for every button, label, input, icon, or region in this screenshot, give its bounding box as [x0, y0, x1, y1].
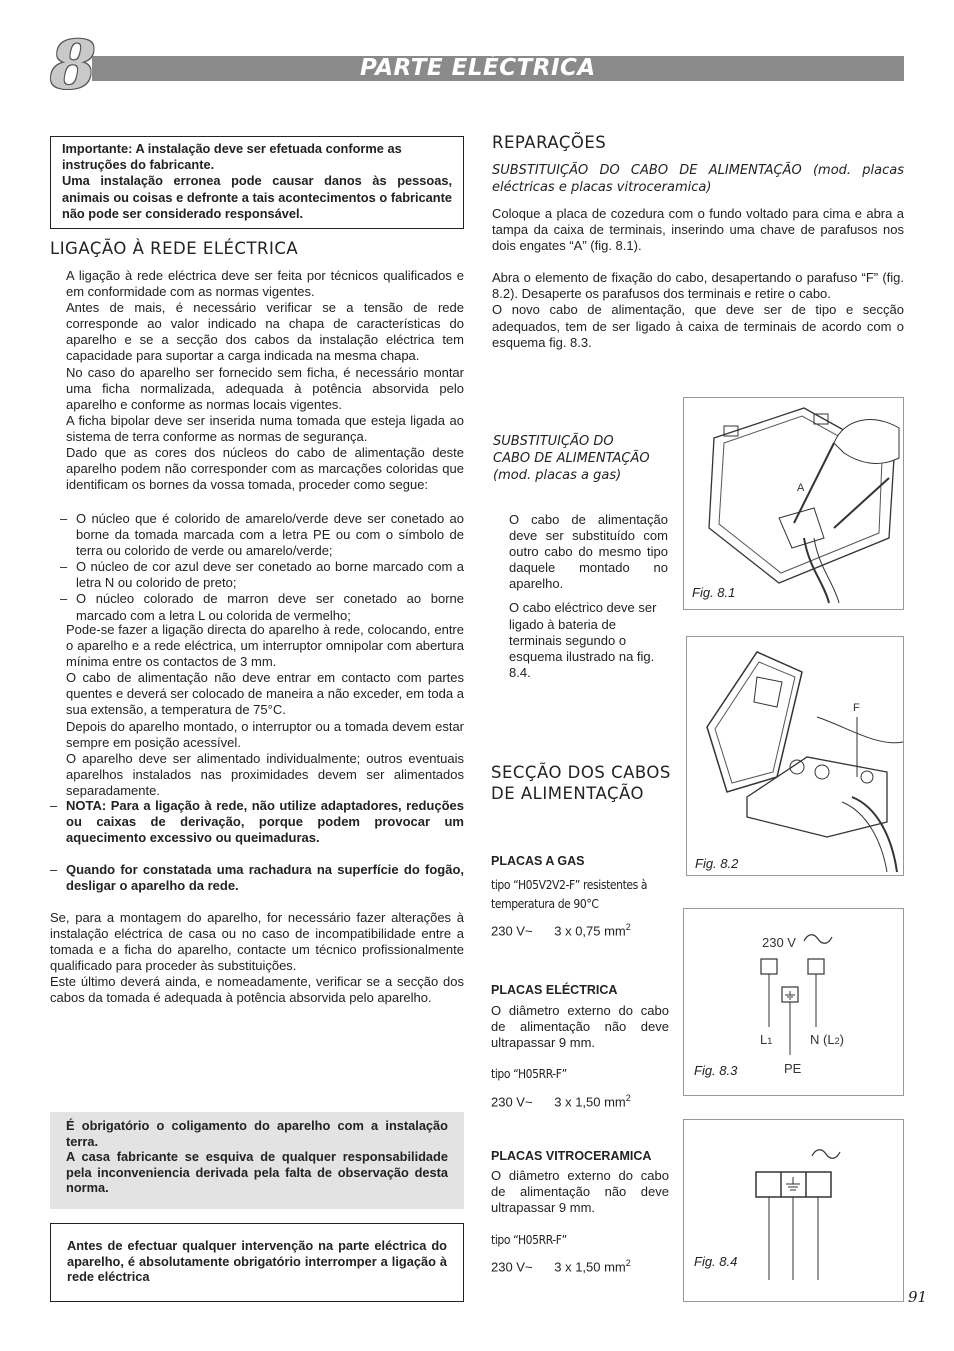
list-item: – O núcleo que é colorido de amarelo/verde deve ser conetado ao borne da tomada marcada com a letra PE ou com o símbolo de terra ou colorido de verde ou amarelo/verde; [60, 511, 464, 559]
color-list [60, 511, 464, 624]
earth-warning-line-1: É obrigatório o coligamento do aparelho com a instalação terra. [66, 1118, 448, 1149]
figure-8-1 [683, 397, 904, 610]
reparacoes-p5: O cabo eléctrico deve ser ligado à bateria de terminais segundo o esquema ilustrado na fig. 8.4. [509, 600, 657, 680]
ligacao-p5: Dado que as cores dos núcleos do cabo de alimentação deste aparelho podem não corresponder com as marcações coloridas que identificam os bornes da vossa tomada, proceder como segue: [66, 445, 464, 493]
figure-8-4-drawing [684, 1120, 903, 1301]
reparacoes-p4: O cabo de alimentação deve ser substituído com outro cabo do mesmo tipo daquele montado no aparelho. [509, 512, 668, 592]
figure-8-3-n: N (L2) [810, 1032, 844, 1047]
reparacoes-body [492, 206, 904, 351]
placas-vitro-tipo: tipo “H05RR-F” [491, 1233, 567, 1247]
figure-8-3-pe: PE [784, 1061, 802, 1076]
placas-vitro-text: O diâmetro externo do cabo de alimentação não deve ultrapassar 9 mm. [491, 1168, 669, 1216]
warning-line-2: Uma instalação erronea pode causar danos às pessoas, animais ou coisas e defronte a tais acontecimentos o fabricante não pode ser considerado responsável. [62, 173, 452, 221]
figure-8-2-drawing [687, 637, 903, 875]
chapter-number: 8 [50, 26, 96, 104]
ligacao-p1: A ligação à rede eléctrica deve ser feita por técnicos qualificados e em conformidade com as normas vigentes. [66, 268, 464, 300]
page-number: 91 [908, 1288, 928, 1306]
reparacoes-p1: Coloque a placa de cozedura com o fundo voltado para cima e abra a tampa da caixa de terminais, inserindo uma chave de parafusos nos dois engates “A” (fig. 8.1). [492, 206, 904, 254]
ligacao-p4: A ficha bipolar deve ser inserida numa tomada que esteja ligada ao sistema de terra conforme as normas de segurança. [66, 412, 464, 444]
list-item: – O núcleo colorado de marron deve ser conetado ao borne marcado com a letra L ou colorida de vermelho; [60, 591, 464, 623]
figure-8-1-caption: Fig. 8.1 [692, 585, 736, 600]
disconnect-warning-box [50, 1223, 464, 1302]
placas-gas-tipo: tipo “H05V2V2-F” resistentes à temperatura de 90°C [491, 878, 648, 911]
warning-box [50, 136, 464, 229]
placas-eletrica-tipo: tipo “H05RR-F” [491, 1067, 567, 1081]
figure-8-1-label-a: A [797, 482, 805, 494]
placas-eletrica-title: PLACAS ELÉCTRICA [491, 983, 618, 997]
warning-line-1: Importante: A instalação deve ser efetuada conforme as instruções do fabricante. [62, 141, 402, 173]
figure-8-3 [683, 908, 904, 1096]
placas-eletrica-value: 230 V~ 3 x 1,50 $mm^2$ [491, 1093, 631, 1110]
nota-item: – NOTA: Para a ligação à rede, não utilize adaptadores, reduções ou caixas de derivação, porque podem provocar um aquecimento excessivo ou queimaduras. [50, 798, 464, 846]
figure-8-1-drawing [684, 398, 903, 609]
rachadura-list [50, 862, 464, 894]
placas-vitro-value: 230 V~ 3 x 1,50 $mm^2$ [491, 1258, 631, 1275]
subheading-cabo-eletrica: SUBSTITUIÇÃO DO CABO DE ALIMENTAÇÃO (mod. placas eléctricas e placas vitroceramica) [492, 163, 904, 195]
figure-8-3-caption: Fig. 8.3 [694, 1063, 738, 1078]
section-heading-seccao: SECÇÃO DOS CABOS DE ALIMENTAÇÃO [491, 763, 671, 803]
subheading-cabo-gas: SUBSTITUIÇÃO DO CABO DE ALIMENTAÇÃO (mod. placas a gas) [493, 434, 650, 483]
ligacao-p2: Antes de mais, é necessário verificar se a tensão de rede corresponde ao valor indicado na chapa de características do aparelho e se a secção dos cabos da instalação eléctrica tem capacidade para suportar a carga indicada na mesma chapa. [66, 300, 464, 364]
ligacao-body [66, 268, 464, 493]
section-heading-reparacoes: REPARAÇÕES [492, 133, 607, 152]
ligacao-body-3 [50, 910, 464, 1007]
earth-warning-box [50, 1112, 464, 1209]
reparacoes-p2: Abra o elemento de fixação do cabo, desapertando o parafuso “F” (fig. 8.2). Desaperte os parafusos dos terminais e retire o cabo. [492, 270, 904, 302]
placas-gas-value: 230 V~ 3 x 0,75 $mm^2$ [491, 922, 631, 939]
ligacao-p8: Depois do aparelho montado, o interruptor ou a tomada devem estar sempre em posição acessível. [66, 718, 464, 750]
placas-vitro-title: PLACAS VITROCERAMICA [491, 1149, 652, 1163]
figure-8-2-caption: Fig. 8.2 [695, 856, 739, 871]
ligacao-p7: O cabo de alimentação não deve entrar em contacto com partes quentes e deverá ser colocado de maneira a não exceder, em toda a sua extensão, a temperatura de 75°C. [66, 670, 464, 718]
ligacao-body-2 [66, 622, 464, 799]
figure-8-4 [683, 1119, 904, 1302]
rachadura-item: – Quando for constatada uma rachadura na superfície do fogão, desligar o aparelho da rede. [50, 862, 464, 894]
reparacoes-p3: O novo cabo de alimentação, que deve ser de tipo e secção adequados, tem de ser ligado à caixa de terminais de acordo com o esquema fig. 8.3. [492, 302, 904, 350]
nota-list [50, 798, 464, 846]
placas-gas-title: PLACAS A GAS [491, 854, 585, 868]
earth-warning-line-2: A casa fabricante se esquiva de qualquer responsabilidade pela inconveniencia derivada pela falta de observação desta norma. [66, 1149, 448, 1196]
page-title: PARTE ELÉCTRICA [360, 55, 596, 81]
section-heading-ligacao: LIGAÇÃO À REDE ELÉCTRICA [50, 239, 299, 258]
disconnect-warning-text: Antes de efectuar qualquer intervenção na parte eléctrica do aparelho, é absolutamente obrigatório interromper a ligação à rede eléctrica [67, 1238, 447, 1285]
figure-8-2 [686, 636, 904, 876]
ligacao-p3: No caso do aparelho ser fornecido sem ficha, é necessário montar uma ficha normalizada, adequada à potência absorvida pelo aparelho e conforme as normas locais vigentes. [66, 364, 464, 412]
figure-8-4-caption: Fig. 8.4 [694, 1254, 738, 1269]
figure-8-2-label-f: F [853, 702, 860, 714]
list-item: – O núcleo de cor azul deve ser conetado ao borne marcado com a letra N ou colorido de preto; [60, 559, 464, 591]
figure-8-3-l1: L1 [760, 1032, 773, 1047]
ligacao-p6: Pode-se fazer a ligação directa do aparelho à rede, colocando, entre o aparelho e a rede eléctrica, um interruptor omnipolar com abertura mínima entre os contactos de 3 mm. [66, 622, 464, 670]
ligacao-p10: Se, para a montagem do aparelho, for necessário fazer alterações à instalação eléctrica de casa ou no caso de incompatibilidade entre a tomada e a ficha do aparelho, contacte um técnico profissionalmente qualificado para proceder às substituições. [50, 910, 464, 974]
placas-eletrica-text: O diâmetro externo do cabo de alimentação não deve ultrapassar 9 mm. [491, 1003, 669, 1051]
figure-8-3-voltage: 230 V [762, 935, 796, 950]
reparacoes-gas-body [509, 512, 668, 681]
ligacao-p11: Este último deverá ainda, e nomeadamente, verificar se a secção dos cabos da tomada é adequada à potência absorvida pelo aparelho. [50, 974, 464, 1006]
ligacao-p9: O aparelho deve ser alimentado individualmente; outros eventuais aparelhos instalados nas proximidades devem ser alimentados separadamente. [66, 750, 464, 798]
